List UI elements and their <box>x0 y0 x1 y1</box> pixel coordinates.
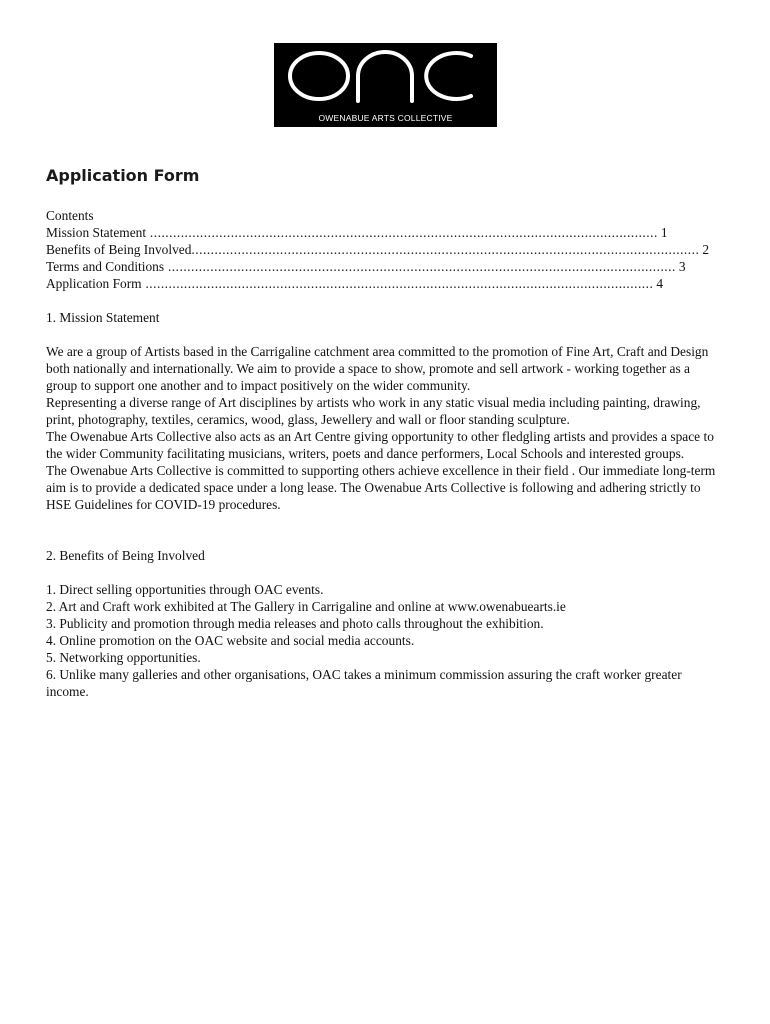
toc-leader: .................................................................................................................................... <box>164 259 676 274</box>
benefit-item: 1. Direct selling opportunities through OAC events. <box>46 582 324 597</box>
benefit-item: 4. Online promotion on the OAC website and social media accounts. <box>46 633 415 648</box>
mission-heading: 1. Mission Statement <box>46 310 160 325</box>
mission-paragraph: The Owenabue Arts Collective is committed to supporting others achieve excellence in their field . Our immediate long-term aim is to provide a dedicated space under a long lease. The Owenabue Arts Collective is following and adhering strictly to HSE Guidelines for COVID-19 procedures. <box>46 463 716 512</box>
toc-row[interactable] <box>46 224 668 241</box>
toc-label: Benefits of Being Involved <box>46 242 192 257</box>
mission-paragraph: Representing a diverse range of Art disciplines by artists who work in any static visual media including painting, drawing, print, photography, textiles, ceramics, wood, glass, Jewellery and wall or floor standing sculpture. <box>46 395 701 427</box>
benefit-item: 6. Unlike many galleries and other organisations, OAC takes a minimum commission assuring the craft worker greater income. <box>46 667 682 699</box>
benefit-item: 5. Networking opportunities. <box>46 650 201 665</box>
toc-row[interactable] <box>46 258 686 275</box>
mission-paragraph: The Owenabue Arts Collective also acts as an Art Centre giving opportunity to other fledgling artists and provides a space to the wider Community facilitating musicians, writers, poets and dance performers, Local Schools and interested groups. <box>46 429 714 461</box>
toc-row[interactable] <box>46 275 664 292</box>
benefit-item: 3. Publicity and promotion through media releases and photo calls throughout the exhibition. <box>46 616 544 631</box>
mission-paragraph: We are a group of Artists based in the Carrigaline catchment area committed to the promotion of Fine Art, Craft and Design both nationally and internationally. We aim to provide a space to show, promote and sell artwork - working together as a group to support one another and to impact positively on the wider community. <box>46 344 709 393</box>
toc-page-number: 4 <box>656 276 664 291</box>
toc-label: Application Form <box>46 276 142 291</box>
page-title: Application Form <box>46 166 200 185</box>
oac-logo <box>274 43 497 127</box>
toc-label: Mission Statement <box>46 225 147 240</box>
toc-page-number: 2 <box>702 242 710 257</box>
toc-leader: .................................................................................................................................... <box>191 242 700 257</box>
document-body <box>46 207 716 700</box>
logo-subtitle: OWENABUE ARTS COLLECTIVE <box>318 113 453 123</box>
oac-logo-mark <box>274 43 497 113</box>
toc-leader: .................................................................................................................................... <box>146 225 658 240</box>
toc-leader: .................................................................................................................................... <box>141 276 654 291</box>
toc-row[interactable] <box>46 241 710 258</box>
toc-page-number: 3 <box>678 259 686 274</box>
toc-heading: Contents <box>46 208 94 223</box>
toc-label: Terms and Conditions <box>46 259 165 274</box>
toc-page-number: 1 <box>660 225 668 240</box>
benefit-item: 2. Art and Craft work exhibited at The Gallery in Carrigaline and online at www.owenabuearts.ie <box>46 599 566 614</box>
benefits-heading: 2. Benefits of Being Involved <box>46 548 205 563</box>
